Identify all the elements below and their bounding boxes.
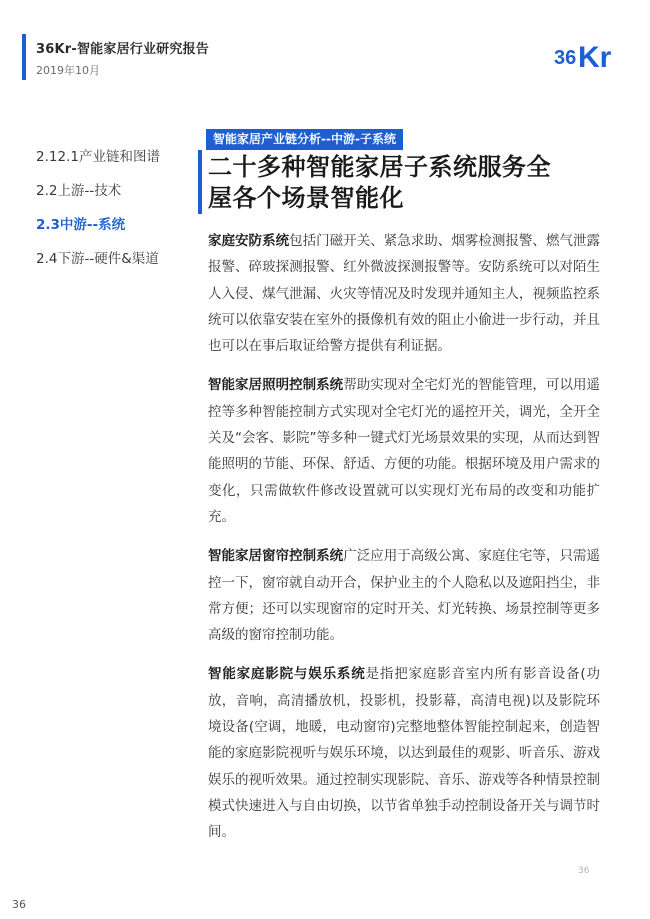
logo-kr: Kr: [578, 41, 612, 70]
paragraph-text: 广泛应用于高级公寓、家庭住宅等，只需遥控一下，窗帘就自动开合，保护业主的个人隐私以及遮阳挡尘，非常方便；还可以实现窗帘的定时开关、灯光转换、场景控制等更多高级的窗帘控制功能。: [208, 548, 601, 644]
paragraph-curtain: [208, 543, 600, 648]
page-heading-line1: 二十多种智能家居子系统服务全: [208, 153, 551, 181]
toc-item-2-2[interactable]: 2.2上游--技术: [36, 183, 122, 199]
report-title: 36Kr-智能家居行业研究报告: [36, 42, 209, 57]
page-number: 36: [12, 898, 26, 911]
paragraph-term: 智能家庭影院与娱乐系统: [208, 666, 366, 683]
paragraph-text: 帮助实现对全宅灯光的智能管理，可以用遥控等多种智能控制方式实现对全宅灯光的遥控开关，调光，全开全关及“会客、影院”等多种一键式灯光场景效果的实现，从而达到智能照明的节能、环保、舒适、方便的功能。根据环境及用户需求的变化，只需做软件修改设置就可以实现灯光布局的改变和功能扩充。: [208, 377, 601, 525]
paragraph-term: 智能家居照明控制系统: [208, 377, 344, 394]
heading-accent-bar: [198, 150, 202, 214]
page-heading-line2: 屋各个场景智能化: [208, 184, 404, 212]
paragraph-term: 智能家居窗帘控制系统: [208, 548, 344, 565]
header-accent-bar: [22, 34, 26, 80]
section-tag: 智能家居产业链分析--中游-子系统: [206, 129, 403, 150]
table-of-contents: [36, 140, 206, 276]
logo-36kr: [554, 38, 628, 70]
toc-item-2-4[interactable]: 2.4下游--硬件&渠道: [36, 251, 159, 267]
paragraph-lighting: [208, 372, 600, 530]
report-date: 2019年10月: [36, 64, 100, 77]
toc-item-2-12-1[interactable]: 2.12.1产业链和图谱: [36, 149, 160, 165]
paragraph-security: [208, 228, 600, 359]
paragraph-text: 包括门磁开关、紧急求助、烟雾检测报警、燃气泄露报警、碎玻探测报警、红外微波探测报警等。安防系统可以对陌生人入侵、煤气泄漏、火灾等情况及时发现并通知主人，视频监控系统可以依靠安装在室外的摄像机有效的阻止小偷进一步行动，并且也可以在事后取证给警方提供有利证据。: [208, 233, 601, 355]
paragraph-text: 是指把家庭影音室内所有影音设备(功放，音响，高清播放机，投影机，投影幕，高清电视)以及影院环境设备(空调，地暖，电动窗帘)完整地整体智能控制起来，创造智能的家庭影院视听与娱乐环境，以达到最佳的观影、听音乐、游戏娱乐的视听效果。通过控制实现影院、音乐、游戏等各种情景控制模式快速进入与自由切换，以节省单独手动控制设备开关与调节时间。: [208, 666, 600, 841]
main-content: [208, 228, 600, 859]
page-watermark-number: 36: [578, 866, 590, 876]
toc-item-2-3[interactable]: 2.3中游--系统: [36, 217, 126, 233]
paragraph-term: 家庭安防系统: [208, 233, 290, 249]
paragraph-theater: [208, 661, 600, 845]
logo-36: 36: [554, 47, 577, 69]
page-heading: [208, 152, 608, 214]
